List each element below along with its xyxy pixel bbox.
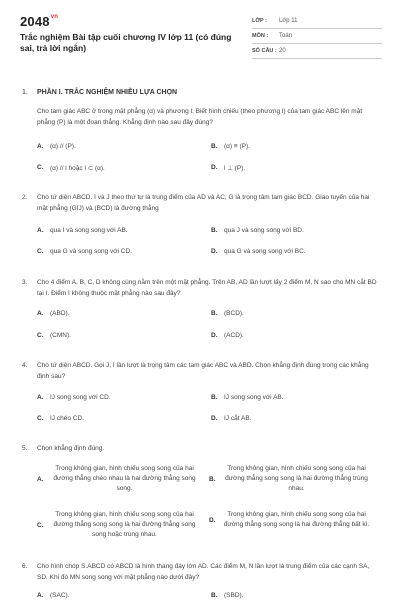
option-label: A.: [37, 227, 44, 234]
question-number: 4.: [22, 362, 28, 369]
page-title: Trắc nghiệm Bài tập cuối chương IV lớp 11 (có đúng sai, trả lời ngắn): [20, 32, 232, 53]
option-d[interactable]: [211, 415, 371, 422]
option-a[interactable]: [37, 592, 197, 599]
question-number: 1.: [22, 89, 28, 96]
site-logo[interactable]: [20, 14, 58, 29]
option-c[interactable]: [37, 332, 197, 339]
question-3: [22, 277, 378, 299]
question-text: Cho tứ diện ABCD. Gọi J, I lần lượt là trọng tâm các tam giác ABC và ABD. Chọn khẳng định đúng trong các khẳng định sau?: [37, 362, 369, 380]
question-1: [22, 106, 378, 128]
option-text: IJ song song với AB.: [224, 394, 284, 401]
option-text: Trong không gian, hình chiếu song song của hai đường thẳng song song là hai đường thẳng song song hoặc trùng nhau.: [53, 511, 196, 538]
option-label: B.: [209, 475, 216, 483]
logo-text: 2048: [20, 14, 50, 29]
info-row-count: [252, 44, 382, 59]
option-label: C.: [37, 248, 44, 255]
question-6: [22, 561, 378, 583]
info-label: MÔN :: [252, 33, 269, 39]
option-label: B.: [211, 394, 218, 401]
option-b[interactable]: [211, 592, 371, 599]
option-c[interactable]: [37, 415, 197, 422]
option-a[interactable]: [37, 143, 197, 150]
option-text: (α) ≡ (P).: [224, 143, 250, 150]
question-text: Cho tứ diện ABCD. I và J theo thứ tự là trung điểm của AD và AC, G là trọng tâm tam giác BCD. Giao tuyến của hai mặt phẳng (GIJ) và (BCD) là đường thẳng: [37, 194, 370, 212]
option-b[interactable]: [211, 227, 371, 234]
option-d[interactable]: [211, 248, 371, 255]
option-label: D.: [209, 516, 216, 524]
question-text: Chọn khẳng định đúng.: [37, 445, 105, 452]
option-label: B.: [211, 592, 218, 599]
question-text: Cho tam giác ABC ở trong mặt phẳng (α) và phương l. Biết hình chiếu (theo phương l) của tam giác ABC lên mặt phẳng (P) là một đoạn thẳng. Khẳng định nào sau đây đúng?: [37, 108, 363, 126]
option-label: D.: [211, 332, 218, 339]
question-number: 6.: [22, 563, 28, 570]
option-text: qua J và song song với BD.: [224, 227, 304, 234]
option-text: qua G và song song với CD.: [50, 248, 132, 255]
question-number: 2.: [22, 194, 28, 201]
option-b[interactable]: [211, 394, 371, 401]
page-header: [20, 14, 382, 62]
option-text: (ACD).: [224, 332, 244, 339]
option-d[interactable]: [209, 510, 371, 530]
option-c[interactable]: [37, 510, 199, 540]
question-4: [22, 360, 378, 382]
info-value: Lớp 11: [279, 18, 298, 24]
info-value: Toán: [279, 33, 293, 39]
option-a[interactable]: [37, 464, 199, 494]
option-label: A.: [37, 310, 44, 317]
option-text: Trong không gian, hình chiếu song song của hai đường thẳng song song là hai đường thẳng trùng nhau.: [225, 465, 368, 492]
question-2: [22, 192, 378, 214]
option-text: (SBD).: [224, 592, 244, 599]
option-text: (ABD).: [50, 310, 70, 317]
option-text: IJ chéo CD.: [50, 415, 84, 422]
option-label: C.: [37, 164, 44, 171]
section-title: [22, 89, 177, 96]
option-text: l ⊥ (P).: [224, 165, 246, 172]
option-a[interactable]: [37, 394, 197, 401]
option-text: (SAC).: [50, 592, 70, 599]
option-c[interactable]: [37, 248, 197, 255]
option-text: (α) // l hoặc l ⊂ (α).: [50, 165, 105, 172]
option-label: B.: [211, 227, 218, 234]
question-text: Cho 4 điểm A, B, C, D không cùng nằm trên một mặt phẳng. Trên AB, AD lần lượt lấy 2 điểm M, N sao cho MN cắt BD tại I. Điểm I không thuộc mặt phẳng nào sau đây?: [37, 279, 377, 297]
option-label: B.: [211, 310, 218, 317]
question-5: [22, 443, 378, 454]
option-text: qua G và song song với BC.: [224, 248, 306, 255]
question-number: 3.: [22, 279, 28, 286]
option-label: C.: [37, 521, 44, 529]
question-text: Cho hình chóp S.ABCD có ABCD là hình thang đáy lớn AD. Các điểm M, N lần lượt là trung điểm của các cạnh SA, SD. Khi đó MN song song với mặt phẳng nào dưới đây?: [37, 563, 370, 581]
info-row-class: [252, 14, 382, 29]
option-text: (BCD).: [224, 310, 244, 317]
option-text: IJ song song với CD.: [50, 394, 111, 401]
question-number: 5.: [22, 445, 28, 452]
option-d[interactable]: [211, 164, 371, 172]
option-text: qua I và song song với AB.: [50, 227, 128, 234]
option-label: D.: [211, 415, 218, 422]
option-label: D.: [211, 248, 218, 255]
option-text: Trong không gian, hình chiếu song song của hai đường thẳng chéo nhau là hai đường thẳng song song.: [53, 465, 196, 492]
option-label: D.: [211, 164, 218, 171]
option-label: B.: [211, 143, 218, 150]
option-c[interactable]: [37, 164, 197, 172]
option-label: A.: [37, 394, 44, 401]
info-row-subject: [252, 29, 382, 44]
info-label: LỚP :: [252, 18, 267, 24]
exam-info: [252, 14, 382, 59]
option-a[interactable]: [37, 310, 197, 317]
section-heading: PHẦN I. TRẮC NGHIỆM NHIỀU LỰA CHỌN: [37, 89, 178, 96]
option-label: C.: [37, 332, 44, 339]
option-text: IJ cắt AB.: [224, 415, 252, 422]
option-label: C.: [37, 415, 44, 422]
option-text: Trong không gian, hình chiếu song song của hai đường thẳng song song là hai đường thẳng bất kì.: [223, 511, 370, 528]
option-b[interactable]: [211, 310, 371, 317]
logo-suffix: vn: [50, 14, 59, 20]
option-a[interactable]: [37, 227, 197, 234]
info-label: SỐ CÂU :: [252, 48, 277, 54]
option-label: A.: [37, 143, 44, 150]
option-label: A.: [37, 592, 44, 599]
option-b[interactable]: [211, 143, 371, 150]
option-text: (α) // (P).: [50, 143, 76, 150]
option-d[interactable]: [211, 332, 371, 339]
option-label: A.: [37, 475, 44, 483]
option-b[interactable]: [209, 464, 371, 494]
option-text: (CMN).: [50, 332, 71, 339]
info-value: 20: [279, 48, 286, 54]
